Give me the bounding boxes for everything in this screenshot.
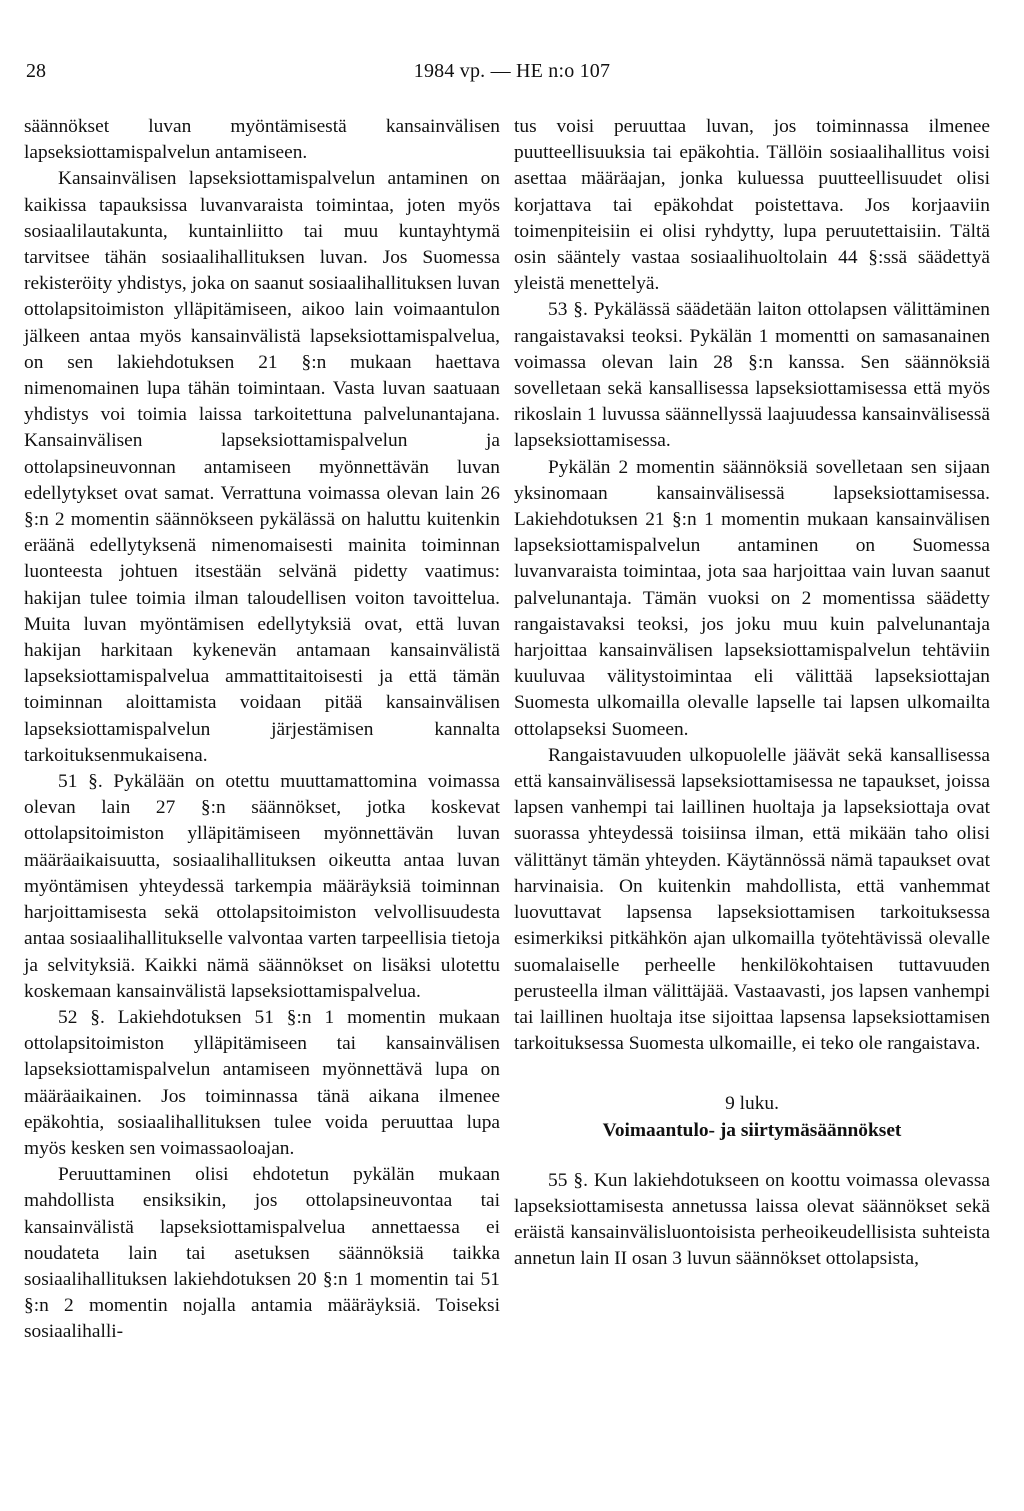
paragraph: Kansainvälisen lapseksiottamispalvelun antaminen on kaikissa tapauksissa luvanvaraista toimintaa, joten myös sosiaalilautakunta, kuntainliitto tai muu kuntayhtymä tarvitsee tähän sosiaalihallituksen luvan. Jos Suomessa rekisteröity yhdistys, joka on saanut sosiaalihallituksen luvan ottolapsitoimiston ylläpitämiseen, aikoo lain voimaantulon jälkeen antaa myös kansainvälistä lapseksiottamispalvelua, on sen lakiehdotuksen 21 §:n mukaan haettava nimenomainen lupa tähän toimintaan. Vasta luvan saatuaan yhdistys voi toimia laissa tarkoitettuna palvelunantajana. Kansainvälisen lapseksiottamispalvelun ja ottolapsineuvonnan antamiseen myönnettävän luvan edellytykset ovat samat. Verrattuna voimassa olevan lain 26 §:n 2 momentin säännökseen pykälässä on haluttu kuitenkin eräänä edellytyksenä nimenomaisesti mainita toiminnan luonteesta johtuen itsestään selvänä pidetty vaatimus: hakijan tulee toimia ilman taloudellisen voiton tavoittelua. Muita luvan myöntämisen edellytyksiä ovat, että luvan hakijan harkitaan kykenevän antamaan kansainvälistä lapseksiottamispalvelua ammattitaitoisesti ja että tämän toiminnan aloittamista voidaan pitää kansainvälisen lapseksiottamispalvelun järjestämisen kannalta tarkoituksenmukaisena. xyxy=(24,168,500,766)
paragraph: säännökset luvan myöntämisestä kansainvälisen lapseksiottamispalvelun antamiseen. xyxy=(24,116,500,164)
running-title: 1984 vp. — HE n:o 107 xyxy=(413,60,611,82)
paragraph: 52 §. Lakiehdotuksen 51 §:n 1 momentin mukaan ottolapsitoimiston ylläpitämiseen tai kansainvälisen lapseksiottamispalvelun antamiseen myönnettävä lupa on määräaikainen. Jos toiminnassa tänä aikana ilmenee epäkohtia, sosiaalihallituksen tulee voida peruuttaa lupa myös kesken sen voimassaoloajan. xyxy=(24,1006,500,1159)
paragraph: 55 §. Kun lakiehdotukseen on koottu voimassa olevassa lapseksiottamisesta annetussa laissa olevat säännökset sekä eräistä kansainvälisluontoisista perheoikeudellisista suhteista annetun lain II osan 3 luvun säännökset ottolapsista, xyxy=(514,1169,990,1270)
paragraph: Peruuttaminen olisi ehdotetun pykälän mukaan mahdollista ensiksikin, jos ottolapsineuvontaa tai kansainvälistä lapseksiottamispalvelua annettaessa ei noudateta lain tai asetuksen säännöksiä taikka sosiaalihallituksen lakiehdotuksen 20 §:n 1 momentin tai 51 §:n 2 momentin nojalla antamia määräyksiä. Toiseksi sosiaalihalli- xyxy=(24,1164,500,1343)
paragraph: Pykälän 2 momentin säännöksiä sovelletaan sen sijaan yksinomaan kansainvälisessä lapseksiottamisessa. Lakiehdotuksen 21 §:n 1 momentin mukaan kansainvälisen lapseksiottamispalvelun antaminen on Suomessa luvanvaraista toimintaa, jota saa harjoittaa vain luvan saanut palvelunantaja. Tämän vuoksi on 2 momentissa säädetty rangaistavaksi teoksi, jos joku muu kuin palvelunantaja harjoittaa kansainvälisen lapseksiottamispalvelun tehtäviin kuuluvaa välitystoimintaa eli välittää lapseksiottajan Suomesta ulkomailla olevalle lapselle tai lapsen ulkomailta ottolapseksi Suomeen. xyxy=(514,456,990,740)
paragraph: Rangaistavuuden ulkopuolelle jäävät sekä kansallisessa että kansainvälisessä lapseksiottamisessa ne tapaukset, joissa lapsen vanhempi tai laillinen huoltaja ja lapseksiottaja ovat suorassa yhteydessä toisiinsa ilman, että mikään taho olisi välittänyt tämän yhteyden. Käytännössä nämä tapaukset ovat harvinaisia. On kuitenkin mahdollista, että vanhemmat luovuttavat lapsensa lapseksiottamisen tarkoituksessa esimerkiksi pitkähkön ajan ulkomailla työtehtävissä olevalle suomalaiselle perheelle henkilökohtaisen tuttavuuden perusteella ilman välittäjää. Vastaavasti, jos lapsen vanhempi tai laillinen huoltaja itse sijoittaa lapsensa lapseksiottamisen tarkoituksessa Suomesta ulkomaille, ei teko ole rangaistava. xyxy=(514,744,990,1055)
page-number: 28 xyxy=(26,60,46,82)
paragraph: 53 §. Pykälässä säädetään laiton ottolapsen välittäminen rangaistavaksi teoksi. Pykälän 1 momentti on samasanainen voimassa olevan lain 28 §:n kanssa. Sen säännöksiä sovelletaan sekä kansallisessa lapseksiottamisessa että myös rikoslain 1 luvussa säännellyssä laajuudessa kansainvälisessä lapseksiottamisessa. xyxy=(514,299,990,452)
paragraph: 51 §. Pykälään on otettu muuttamattomina voimassa olevan lain 27 §:n säännökset, jotka koskevat ottolapsitoimiston ylläpitämiseen myönnettävän luvan määräaikaisuutta, sosiaalihallituksen oikeutta antaa luvan myöntämisen yhteydessä tarkempia määräyksiä toiminnan harjoittamisesta sekä ottolapsitoimiston velvollisuudesta antaa sosiaalihallitukselle valvontaa varten tarpeellisia tietoja ja selvityksiä. Kaikki nämä säännökset on lisäksi ulotettu koskemaan kansainvälistä lapseksiottamispalvelua. xyxy=(24,771,500,1002)
paragraph: tus voisi peruuttaa luvan, jos toiminnassa ilmenee puutteellisuuksia tai epäkohtia. Tällöin sosiaalihallitus voisi asettaa määräajan, jonka kuluessa puutteellisuudet olisi korjattava tai epäkohdat poistettava. Jos korjaaviin toimenpiteisiin ei olisi ryhdytty, lupa peruutettaisiin. Tältä osin sääntely vastaa sosiaalihuoltolain 44 §:ssä säädettyä yleistä menettelyä. xyxy=(514,116,990,295)
chapter-number: 9 luku. xyxy=(725,1093,779,1115)
chapter-title: Voimaantulo- ja siirtymäsäännökset xyxy=(602,1119,902,1141)
right-column xyxy=(514,114,990,1273)
left-column xyxy=(24,114,500,1346)
page-header xyxy=(0,60,1024,90)
